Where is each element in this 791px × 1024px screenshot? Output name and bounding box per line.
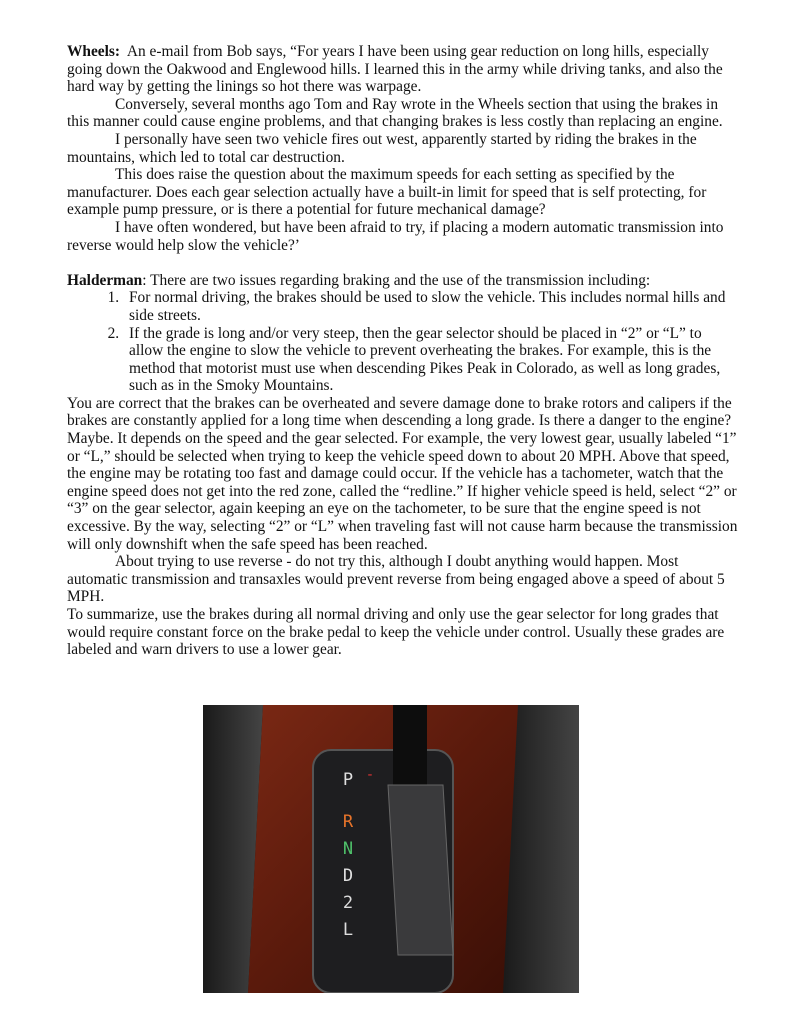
gear-label-p: P — [342, 770, 354, 790]
reverse-paragraph: About trying to use reverse - do not try this, although I doubt anything would happen. Most automatic transmission and transaxles would prevent reverse from being engaged above a speed of about 5 MPH. — [67, 553, 725, 606]
answer-paragraph: You are correct that the brakes can be overheated and severe damage done to brake rotors and calipers if the brakes are constantly applied for a long time when descending a long grade. Is there a danger to the engine? Maybe. It depends on the speed and the gear selected. For example, the very lowest gear, usually labeled “1” or “L,” should be selected when trying to keep the vehicle speed down to about 20 MPH. Above that speed, the engine may be rotating too fast and damage could occur. If the vehicle has a tachometer, watch that the engine speed does not get into the red zone, called the “redline.” If higher vehicle speed is held, select “2” or “3” on the gear selector, again keeping an eye on the tachometer, to be sure that the engine speed is not excessive. By the way, selecting “2” or “L” when traveling fast will not cause harm because the transmission will only downshift when the safe speed has been reached. — [67, 394, 738, 553]
wheels-paragraph: I have often wondered, but have been afraid to try, if placing a modern automatic transmission into reverse would help slow the vehicle?’ — [67, 218, 724, 254]
issues-list — [67, 289, 739, 395]
svg-text:-: - — [365, 767, 375, 783]
wheels-paragraph: Conversely, several months ago Tom and Ray wrote in the Wheels section that using the brakes in this manner could cause engine problems, and that changing brakes is less costly than replacing an engine. — [67, 95, 723, 131]
list-item: 2. If the grade is long and/or very steep, then the gear selector should be placed in “2” or “L” to allow the engine to slow the vehicle to prevent overheating the brakes. For example, this is the method that motorist must use when descending Pikes Peak in Colorado, as well as long grades, such as in the Smoky Mountains. — [123, 325, 739, 395]
gear-selector-photo — [203, 705, 579, 993]
gear-label-r: R — [342, 812, 354, 832]
gear-label-l: L — [342, 920, 354, 940]
document-body — [67, 43, 739, 659]
wheels-paragraph: I personally have seen two vehicle fires out west, apparently started by riding the brakes in the mountains, which led to total car destruction. — [67, 130, 697, 166]
wheels-paragraph: This does raise the question about the maximum speeds for each setting as specified by the manufacturer. Does each gear selection actually have a built-in limit for speed that is self protecting, for example pump pressure, or is there a potential for future mechanical damage? — [67, 166, 707, 219]
wheels-label: Wheels: — [67, 43, 121, 60]
halderman-label: Halderman — [67, 271, 143, 289]
halderman-intro: Halderman: There are two issues regarding braking and the use of the transmission including: — [67, 271, 651, 289]
gear-label-2: 2 — [342, 893, 354, 913]
list-item: 1. For normal driving, the brakes should be used to slow the vehicle. This includes normal hills and side streets. — [123, 289, 739, 324]
summary-paragraph: To summarize, use the brakes during all normal driving and only use the gear selector for long grades that would require constant force on the brake pedal to keep the vehicle under control. Usually these grades are labeled and warn drivers to use a lower gear. — [67, 606, 725, 659]
gear-label-n: N — [342, 839, 354, 859]
wheels-intro: Wheels: An e-mail from Bob says, “For years I have been using gear reduction on long hills, especially going down the Oakwood and Englewood hills. I learned this in the army while driving tanks, and also the hard way by getting the linings so hot there was warpage. — [67, 43, 723, 96]
gear-label-d: D — [342, 866, 354, 886]
